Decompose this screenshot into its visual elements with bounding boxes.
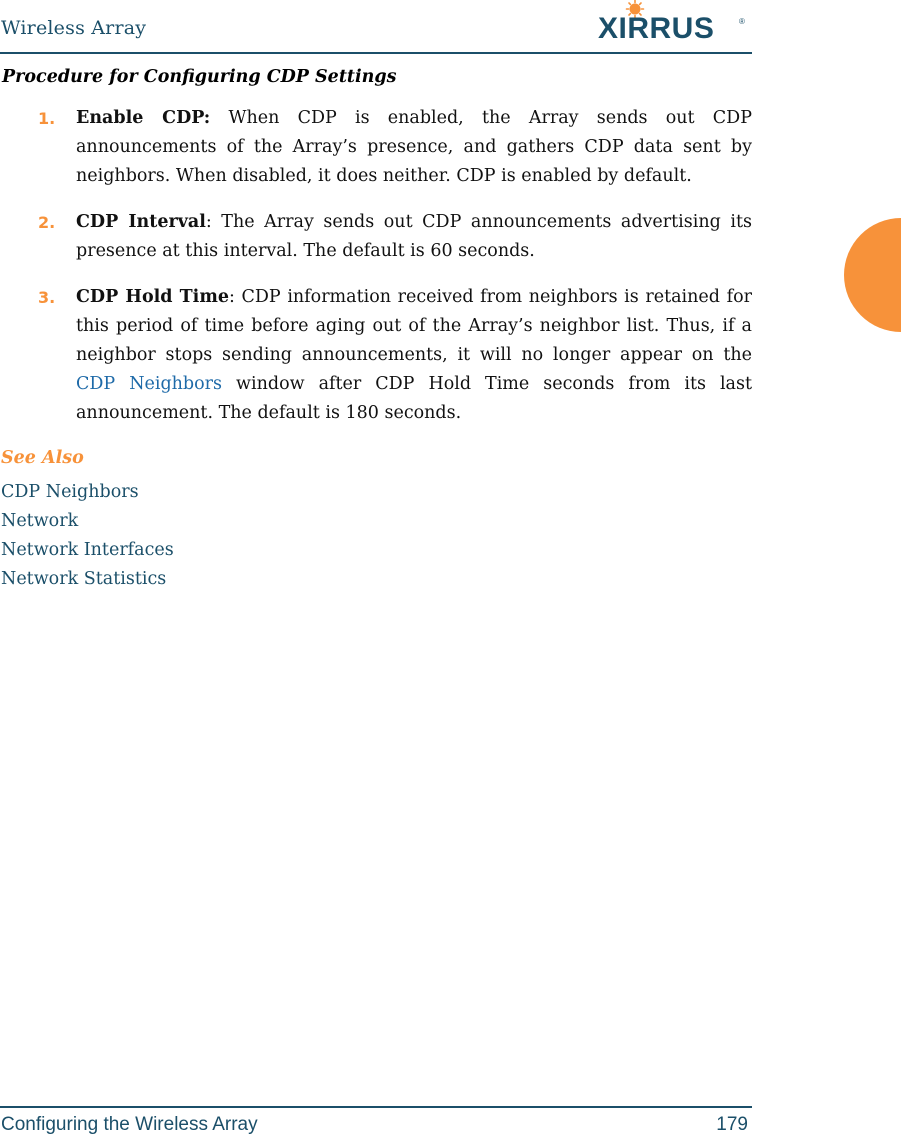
step-text	[76, 104, 752, 191]
step-text	[76, 283, 752, 428]
step-number: 2.	[38, 213, 56, 232]
see-also-link-network-statistics[interactable]: Network Statistics	[1, 569, 167, 589]
step-body-before: : CDP information received from neighbors is retained for this period of time before aging out of the Array’s neighbor list. Thus, if a neighbor stops sending announcements, it will no longer appear on the	[76, 287, 752, 365]
chapter-tab-marker	[844, 218, 901, 332]
svg-text:XIRRUS: XIRRUS	[598, 12, 715, 45]
step-body: : The Array sends out CDP announcements advertising its presence at this interval. The default is 60 seconds.	[76, 212, 752, 261]
procedure-steps	[0, 104, 752, 445]
xirrus-logo	[598, 0, 748, 48]
header-title: Wireless Array	[1, 17, 147, 39]
step-body-after: window after CDP Hold Time seconds from its last announcement. The default is 180 seconds.	[76, 374, 753, 423]
page-number: 179	[716, 1114, 748, 1135]
step-term: CDP Interval	[76, 212, 206, 232]
page-footer	[0, 1106, 752, 1137]
step-number: 1.	[38, 109, 56, 128]
footer-chapter-title: Configuring the Wireless Array	[1, 1114, 258, 1135]
step-term: CDP Hold Time	[76, 287, 229, 307]
step-item	[0, 208, 752, 266]
page-header	[0, 0, 752, 54]
step-number: 3.	[38, 288, 56, 307]
step-text	[76, 208, 752, 266]
step-item	[0, 104, 752, 191]
cdp-neighbors-link[interactable]: CDP Neighbors	[76, 374, 223, 394]
see-also-heading: See Also	[1, 448, 84, 468]
step-term: Enable CDP:	[76, 108, 211, 128]
see-also-link-network-interfaces[interactable]: Network Interfaces	[1, 540, 174, 560]
see-also-link-network[interactable]: Network	[1, 511, 79, 531]
step-body: When CDP is enabled, the Array sends out CDP announcements of the Array’s presence, and gathers CDP data sent by neighbors. When disabled, it does neither. CDP is enabled by default.	[76, 108, 752, 186]
see-also-list	[1, 478, 174, 594]
procedure-heading: Procedure for Configuring CDP Settings	[2, 67, 397, 87]
see-also-link-cdp-neighbors[interactable]: CDP Neighbors	[1, 482, 139, 502]
step-item	[0, 283, 752, 428]
svg-text:®: ®	[739, 17, 745, 26]
